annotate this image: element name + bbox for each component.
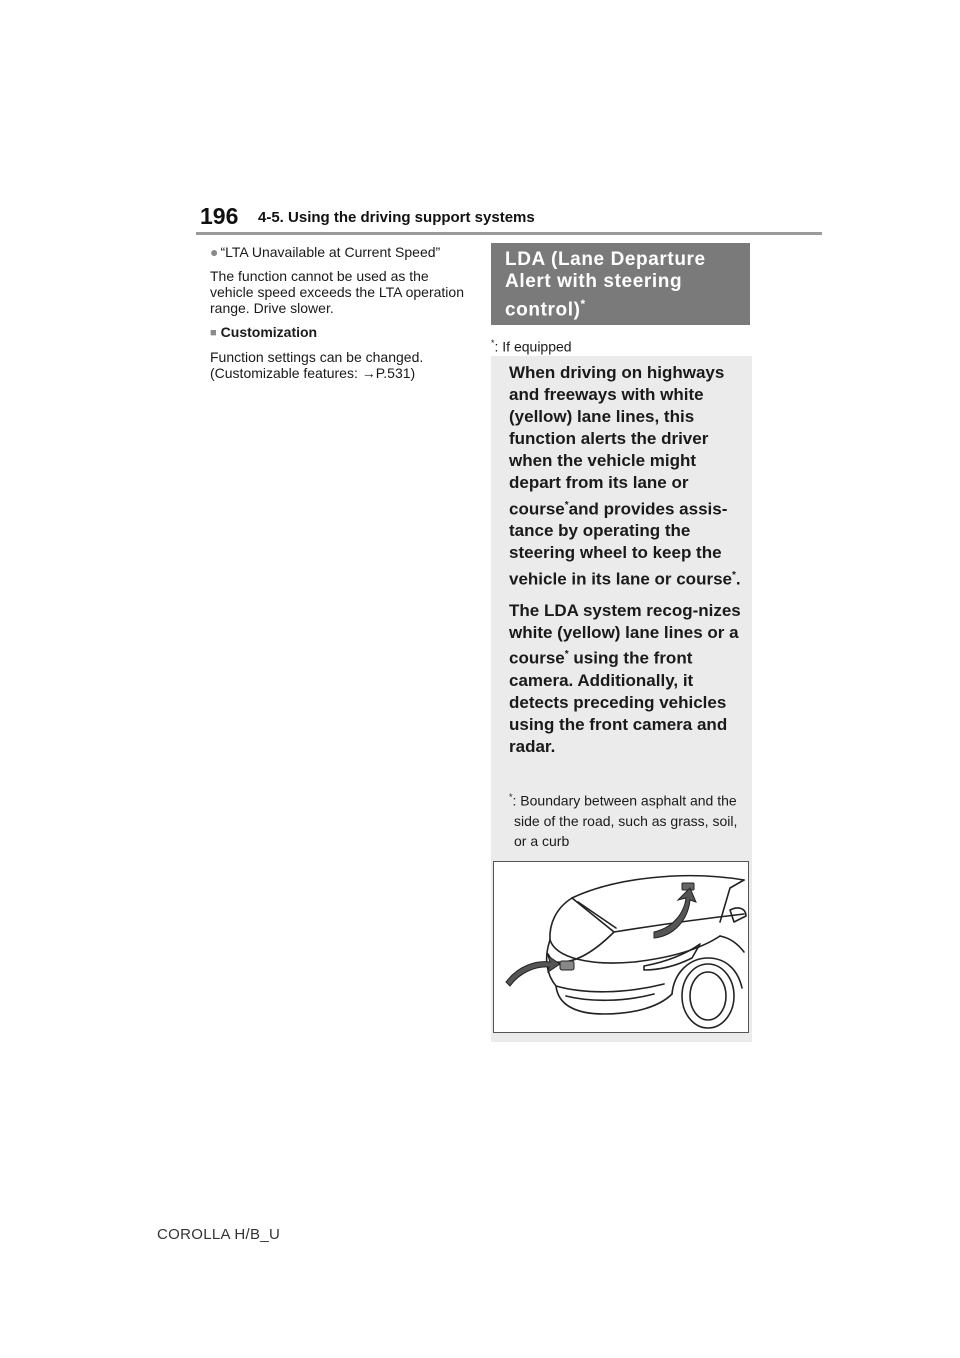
equipped-footnote [491, 338, 572, 355]
section-title: 4-5. Using the driving support systems [258, 209, 535, 226]
square-bullet-icon: ■ [210, 327, 217, 339]
lda-title: LDA (Lane Departure Alert with steering control) [505, 249, 706, 321]
customization-heading [210, 324, 472, 341]
customization-page-ref: P.531) [375, 365, 416, 381]
info-paragraph-1 [509, 362, 745, 590]
header-rule [196, 232, 822, 235]
info-paragraph-2 [509, 600, 745, 758]
boundary-footnote [509, 787, 750, 851]
car-front-icon [494, 862, 748, 1032]
footnote-text: : If equipped [494, 338, 572, 355]
info-p1-c: . [735, 569, 741, 589]
customization-paragraph [210, 349, 472, 381]
info-p2-b: using the front camera. Additionally, it detects preceding vehicles using the front camera and radar. [509, 649, 728, 757]
customization-heading-label: Customization [220, 324, 318, 340]
customization-text: Function settings can be changed. (Customizable features: [210, 349, 424, 381]
info-p2-a: The LDA system recog-nizes white (yellow) lane lines or a course [509, 601, 741, 669]
info-p1-a: When driving on highways and freeways with white (yellow) lane lines, this function alerts the driver when the vehicle might depart from its lane or course [509, 363, 725, 519]
footer-model-code: COROLLA H/B_U [157, 1226, 281, 1243]
car-camera-illustration [493, 861, 749, 1033]
left-column [210, 244, 472, 381]
footnote-asterisk: * [491, 338, 495, 348]
bullet-text: “LTA Unavailable at Current Speed” [220, 244, 441, 260]
bullet-dot-icon: ● [210, 244, 219, 260]
info-p1-asterisk-1: * [564, 499, 569, 511]
bullet-paragraph: The function cannot be used as the vehicle speed exceeds the LTA operation range. Drive slower. [210, 268, 464, 316]
lda-title-asterisk: * [580, 297, 586, 311]
boundary-note-text: : Boundary between asphalt and the side of the road, such as grass, soil, or a curb [512, 792, 738, 849]
boundary-asterisk: * [509, 792, 513, 802]
info-p1-b: and provides assis-tance by operating the steering wheel to keep the vehicle in its lane or course [509, 499, 732, 589]
lda-title-box [491, 243, 750, 325]
reference-arrow-icon: → [361, 365, 376, 381]
bullet-item [210, 244, 472, 260]
info-p1-asterisk-2: * [731, 569, 736, 581]
page-number: 196 [200, 203, 239, 229]
info-text [509, 362, 745, 759]
info-p2-asterisk: * [564, 649, 569, 661]
